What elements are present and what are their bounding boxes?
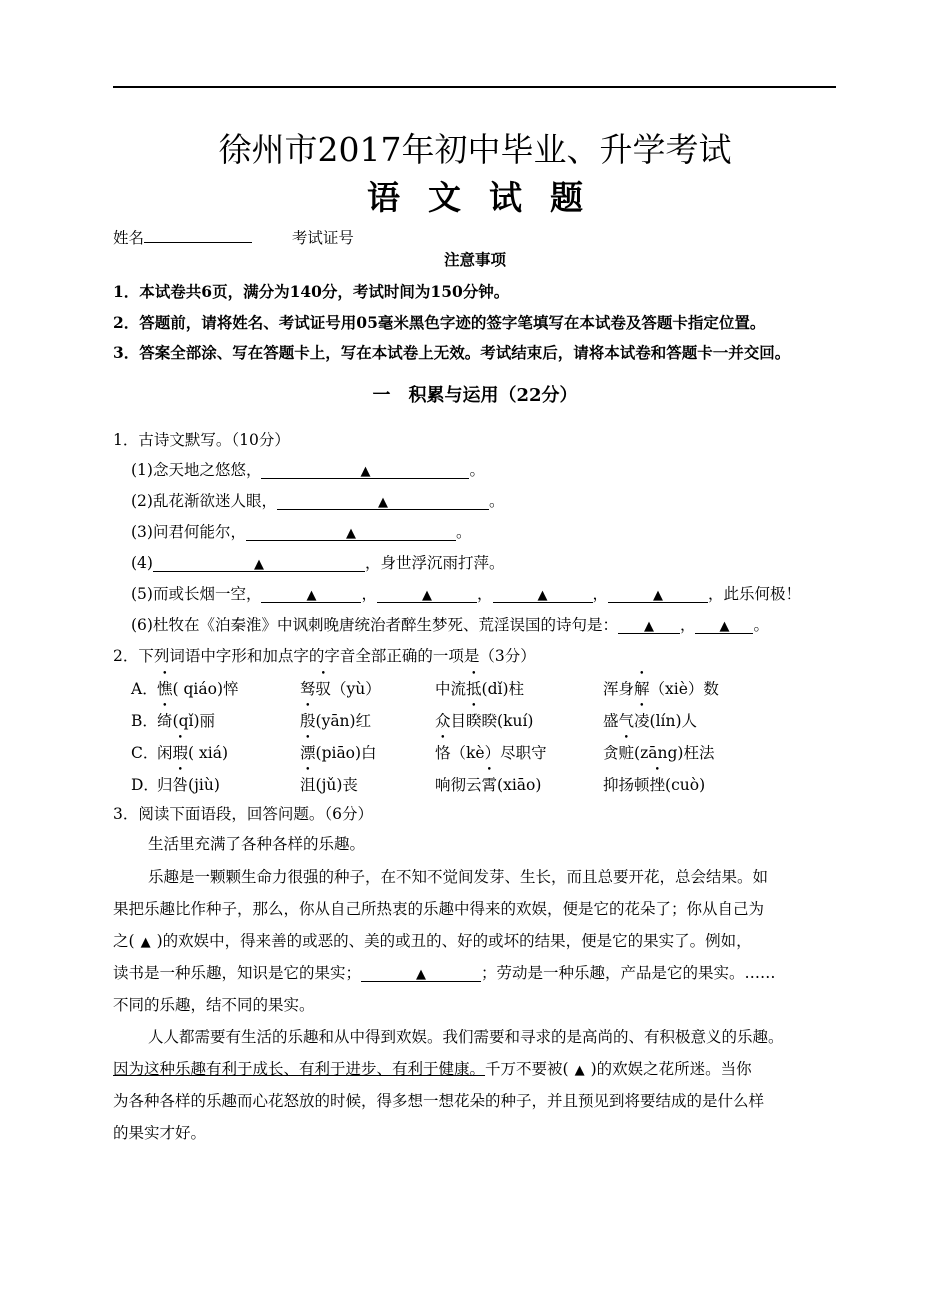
- text: )的欢娱之花所迷。当你: [590, 1060, 752, 1078]
- q1-item-6: [131, 614, 769, 636]
- dotted-char: 挫: [649, 776, 666, 794]
- triangle-icon[interactable]: ▲: [574, 1063, 585, 1078]
- q2-option-a-word-4: 浑身解（xiè）数: [603, 680, 719, 698]
- q1-item-3: [131, 521, 471, 543]
- comma: ，: [476, 585, 493, 603]
- q2-option-c-label[interactable]: C．: [131, 744, 159, 762]
- q1-5-blank-1[interactable]: [261, 584, 361, 603]
- q3-p2-line-2: 果把乐趣比作种子，那么，你从自己所热衷的乐趣中得来的欢娱，便是它的花朵了；你从自己为: [113, 900, 765, 918]
- section-title: 一 积累与运用（22分）: [372, 385, 578, 406]
- dotted-char: 霄: [481, 776, 498, 794]
- q1-item-2: [131, 490, 504, 512]
- top-rule: [113, 86, 836, 88]
- triangle-icon: ▲: [537, 588, 548, 603]
- comma: ，: [592, 585, 609, 603]
- q1-6-blank-1[interactable]: [618, 615, 680, 634]
- q3-p2-line-3: [113, 930, 752, 954]
- q1-stem: 1．古诗文默写。（10分）: [113, 431, 290, 449]
- q2-option-d-word-4: 抑扬顿挫(cuò): [603, 776, 706, 794]
- q1-1-text: (1)念天地之悠悠，: [131, 461, 262, 479]
- q1-4-end: ，身世浮沉雨打萍。: [364, 554, 505, 572]
- q1-2-end: 。: [488, 492, 505, 510]
- q1-item-5: [131, 583, 801, 605]
- dotted-char: 抵: [466, 680, 482, 698]
- triangle-icon: ▲: [345, 526, 356, 541]
- q1-1-blank[interactable]: [261, 460, 469, 479]
- name-label: 姓名: [113, 229, 145, 247]
- name-row: [113, 224, 354, 249]
- q2-option-d-word-3: 响彻云霄(xiāo): [435, 776, 542, 794]
- triangle-icon: ▲: [360, 464, 371, 479]
- notes-title: 注意事项: [443, 250, 506, 269]
- q1-6-text: (6)杜牧在《泊秦淮》中讽刺晚唐统治者醉生梦死、荒淫误国的诗句是：: [131, 616, 618, 634]
- note-item-2: 2．答题前，请将姓名、考试证号用05毫米黑色字迹的签字笔填写在本试卷及答题卡指定位置。: [113, 313, 766, 332]
- q1-6-end: 。: [753, 616, 769, 634]
- q1-2-blank[interactable]: [277, 491, 489, 510]
- name-blank[interactable]: [144, 224, 252, 243]
- comma: ，: [679, 616, 696, 634]
- dotted-char: 解: [634, 680, 650, 698]
- q1-5-text: (5)而或长烟一空，: [131, 585, 262, 603]
- q3-blank[interactable]: [361, 963, 481, 982]
- dotted-char: 咎: [172, 776, 189, 794]
- q2-option-c-word-3: 恪（kè）尽职守: [435, 744, 547, 762]
- q2-option-b-word-2: 殷(yān)红: [300, 712, 372, 730]
- q2-option-b-word-1: 绮(qǐ)丽: [157, 712, 215, 730]
- q1-6-blank-2[interactable]: [695, 615, 753, 634]
- q2-option-d-label[interactable]: D．: [131, 776, 159, 794]
- q1-2-text: (2)乱花渐欲迷人眼，: [131, 492, 277, 510]
- q2-option-a-word-3: 中流抵(dǐ)柱: [435, 680, 525, 698]
- q2-option-a-label[interactable]: A．: [131, 680, 158, 698]
- q2-stem: 2．下列词语中字形和加点字的字音全部正确的一项是（3分）: [113, 647, 536, 665]
- q1-3-text: (3)问君何能尔，: [131, 523, 246, 541]
- dotted-char: 憔: [157, 680, 173, 698]
- triangle-icon: ▲: [421, 588, 432, 603]
- dotted-char: 驭: [315, 680, 332, 698]
- q2-option-b-word-3: 众目睽睽(kuí): [435, 712, 534, 730]
- q3-p3-line-4: 的果实才好。: [113, 1124, 207, 1142]
- dotted-char: 瑕: [172, 744, 189, 762]
- q2-option-d-word-1: 归咎(jiù): [157, 776, 220, 794]
- q1-5-blank-2[interactable]: [377, 584, 477, 603]
- exam-title: 徐州市2017年初中毕业、升学考试: [218, 130, 732, 169]
- q3-p3-line-1: 人人都需要有生活的乐趣和从中得到欢娱。我们需要和寻求的是高尚的、有积极意义的乐趣。: [148, 1028, 784, 1046]
- q2-option-b-label[interactable]: B．: [131, 712, 158, 730]
- text: ；劳动是一种乐趣，产品是它的果实。……: [481, 964, 776, 982]
- q3-p3-line-2: [113, 1058, 752, 1082]
- triangle-icon: ▲: [416, 967, 427, 982]
- q1-1-end: 。: [469, 461, 485, 479]
- q1-3-end: 。: [455, 523, 472, 541]
- dotted-char: 凌: [634, 712, 650, 730]
- triangle-icon: ▲: [719, 619, 730, 634]
- q1-item-4: [131, 552, 504, 574]
- q1-5-end: ，此乐何极！: [708, 585, 802, 603]
- triangle-icon: ▲: [306, 588, 317, 603]
- q2-option-d-word-2: 沮(jǔ)丧: [300, 776, 358, 794]
- dotted-char: 睽: [466, 712, 482, 730]
- text: 之(: [113, 932, 135, 950]
- underlined-sentence: 因为这种乐趣有利于成长、有利于进步、有利于健康。: [113, 1060, 486, 1078]
- q2-option-a-word-2: 驽驭（yù）: [300, 680, 381, 698]
- text: 千万不要被(: [485, 1060, 569, 1078]
- dotted-char: 绮: [157, 712, 173, 730]
- triangle-icon: ▲: [377, 495, 388, 510]
- q2-option-c-word-1: 闲瑕( xiá): [157, 744, 228, 762]
- triangle-icon: ▲: [653, 588, 664, 603]
- q1-3-blank[interactable]: [246, 522, 456, 541]
- q1-4-blank[interactable]: [153, 553, 365, 572]
- q1-item-1: [131, 459, 485, 481]
- q3-paragraph-1: 生活里充满了各种各样的乐趣。: [148, 835, 366, 853]
- triangle-icon: ▲: [643, 619, 654, 634]
- note-item-1: 1．本试卷共6页，满分为140分，考试时间为150分钟。: [113, 282, 510, 301]
- q2-option-c-word-4: 贪赃(zāng)枉法: [603, 744, 715, 762]
- q3-p2-line-5: 不同的乐趣，结不同的果实。: [113, 996, 315, 1014]
- note-item-3: 3．答案全部涂、写在答题卡上，写在本试卷上无效。考试结束后，请将本试卷和答题卡一并交回。: [113, 343, 791, 362]
- triangle-icon: ▲: [253, 557, 264, 572]
- q2-option-b-word-4: 盛气凌(lín)人: [603, 712, 698, 730]
- dotted-char: 漂: [300, 744, 316, 762]
- text: 读书是一种乐趣，知识是它的果实；: [113, 964, 362, 982]
- triangle-icon[interactable]: ▲: [140, 935, 151, 950]
- dotted-char: 赃: [618, 744, 635, 762]
- id-label: 考试证号: [291, 229, 354, 247]
- dotted-char: 殷: [300, 712, 316, 730]
- q2-option-a-word-1: 憔( qiáo)悴: [157, 680, 239, 698]
- exam-subtitle: 语文试题: [367, 178, 611, 217]
- text: )的欢娱中，得来善的或恶的、美的或丑的、好的或坏的结果，便是它的果实了。例如，: [156, 932, 752, 950]
- q1-5-blank-4[interactable]: [608, 584, 708, 603]
- q1-4-text: (4): [131, 554, 153, 572]
- q3-p2-line-1: 乐趣是一颗颗生命力很强的种子，在不知不觉间发芽、生长，而且总要开花，总会结果。如: [148, 868, 769, 886]
- q3-p2-line-4: [113, 962, 776, 984]
- q1-5-blank-3[interactable]: [493, 584, 593, 603]
- dotted-char: 恪: [435, 744, 451, 762]
- q3-stem: 3．阅读下面语段，回答问题。（6分）: [113, 805, 373, 823]
- dotted-char: 沮: [300, 776, 316, 794]
- comma: ，: [361, 585, 377, 603]
- q3-p3-line-3: 为各种各样的乐趣而心花怒放的时候，得多想一想花朵的种子，并且预见到将要结成的是什么样: [113, 1092, 765, 1110]
- q2-option-c-word-2: 漂(piāo)白: [300, 744, 377, 762]
